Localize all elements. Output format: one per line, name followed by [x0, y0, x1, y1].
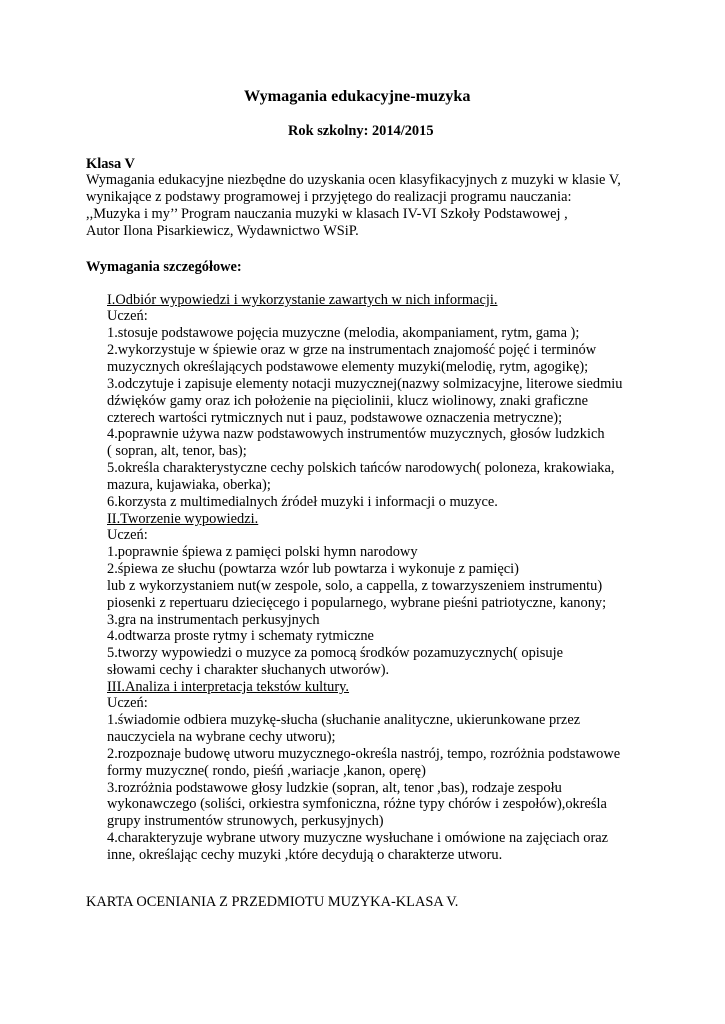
section-line: 4.poprawnie używa nazw podstawowych instrumentów muzycznych, głosów ludzkich: [107, 426, 605, 442]
section-line: 6.korzysta z multimedialnych źródeł muzyki i informacji o muzyce.: [107, 494, 498, 510]
intro-line: wynikające z podstawy programowej i przyjętego do realizacji programu nauczania:: [86, 189, 572, 205]
section-line: dźwięków gamy oraz ich położenie na pięciolinii, klucz wiolinowy, znaki graficzne: [107, 393, 588, 409]
intro-line: Wymagania edukacyjne niezbędne do uzyskania ocen klasyfikacyjnych z muzyki w klasie V,: [86, 172, 621, 188]
section-line: 4.charakteryzuje wybrane utwory muzyczne wysłuchane i omówione na zajęciach oraz: [107, 830, 609, 846]
section-line: grupy instrumentów strunowych, perkusyjnych): [107, 813, 384, 829]
class-label: Klasa V: [86, 156, 135, 172]
section-line: 3.rozróżnia podstawowe głosy ludzkie (sopran, alt, tenor ,bas), rodzaje zespołu: [107, 780, 562, 796]
section-line: 2.śpiewa ze słuchu (powtarza wzór lub powtarza i wykonuje z pamięci): [107, 561, 519, 577]
section-line: 1.świadomie odbiera muzykę-słucha (słuchanie analityczne, ukierunkowane przez: [107, 712, 581, 728]
section-line: 4.odtwarza proste rytmy i schematy rytmiczne: [107, 628, 374, 644]
section-line: formy muzyczne( rondo, pieśń ,wariacje ,kanon, operę): [107, 763, 426, 779]
section-line: inne, określając cechy muzyki ,które decydują o charakterze utworu.: [107, 847, 503, 863]
intro-line: ,,Muzyka i my’’ Program nauczania muzyki w klasach IV-VI Szkoły Podstawowej ,: [86, 206, 568, 222]
section-line: 2.rozpoznaje budowę utworu muzycznego-określa nastrój, tempo, rozróżnia podstawowe: [107, 746, 621, 762]
section-line: 3.gra na instrumentach perkusyjnych: [107, 612, 320, 628]
section-line: piosenki z repertuaru dziecięcego i popularnego, wybrane pieśni patriotyczne, kanony;: [107, 595, 607, 611]
section-line: mazura, kujawiaka, oberka);: [107, 477, 271, 493]
section-line: lub z wykorzystaniem nut(w zespole, solo, a cappella, z towarzyszeniem instrumentu): [107, 578, 603, 594]
section-line: 5.określa charakterystyczne cechy polskich tańców narodowych( poloneza, krakowiaka,: [107, 460, 615, 476]
section-line: 3.odczytuje i zapisuje elementy notacji muzycznej(nazwy solmizacyjne, literowe siedmiu: [107, 376, 623, 392]
section-line: muzycznych określających podstawowe elementy muzyki(melodię, rytm, agogikę);: [107, 359, 589, 375]
section-heading: III.Analiza i interpretacja tekstów kultury.: [107, 679, 350, 695]
section-line: ( sopran, alt, tenor, bas);: [107, 443, 247, 459]
details-heading: Wymagania szczegółowe:: [86, 259, 242, 275]
section-line: nauczyciela na wybrane cechy utworu);: [107, 729, 336, 745]
intro-line: Autor Ilona Pisarkiewicz, Wydawnictwo WSiP.: [86, 223, 359, 239]
section-heading: I.Odbiór wypowiedzi i wykorzystanie zawartych w nich informacji.: [107, 292, 498, 308]
grading-card-heading: KARTA OCENIANIA Z PRZEDMIOTU MUZYKA-KLASA V.: [86, 894, 459, 910]
section-heading: II.Tworzenie wypowiedzi.: [107, 511, 259, 527]
page-title: Wymagania edukacyjne-muzyka: [244, 87, 471, 105]
section-line: 1.stosuje podstawowe pojęcia muzyczne (melodia, akompaniament, rytm, gama );: [107, 325, 580, 341]
section-line: czterech wartości rytmicznych nut i pauz, podstawowe oznaczenia metryczne);: [107, 410, 563, 426]
section-line: wykonawczego (soliści, orkiestra symfoniczna, różne typy chórów i zespołów),określa: [107, 796, 607, 812]
section-line: 5.tworzy wypowiedzi o muzyce za pomocą środków pozamuzycznych( opisuje: [107, 645, 563, 661]
section-line: słowami cechy i charakter słuchanych utworów).: [107, 662, 390, 678]
section-line: 2.wykorzystuje w śpiewie oraz w grze na instrumentach znajomość pojęć i terminów: [107, 342, 597, 358]
section-line: Uczeń:: [107, 308, 148, 324]
section-line: 1.poprawnie śpiewa z pamięci polski hymn narodowy: [107, 544, 418, 560]
section-line: Uczeń:: [107, 527, 148, 543]
section-line: Uczeń:: [107, 695, 148, 711]
school-year: Rok szkolny: 2014/2015: [288, 123, 434, 139]
